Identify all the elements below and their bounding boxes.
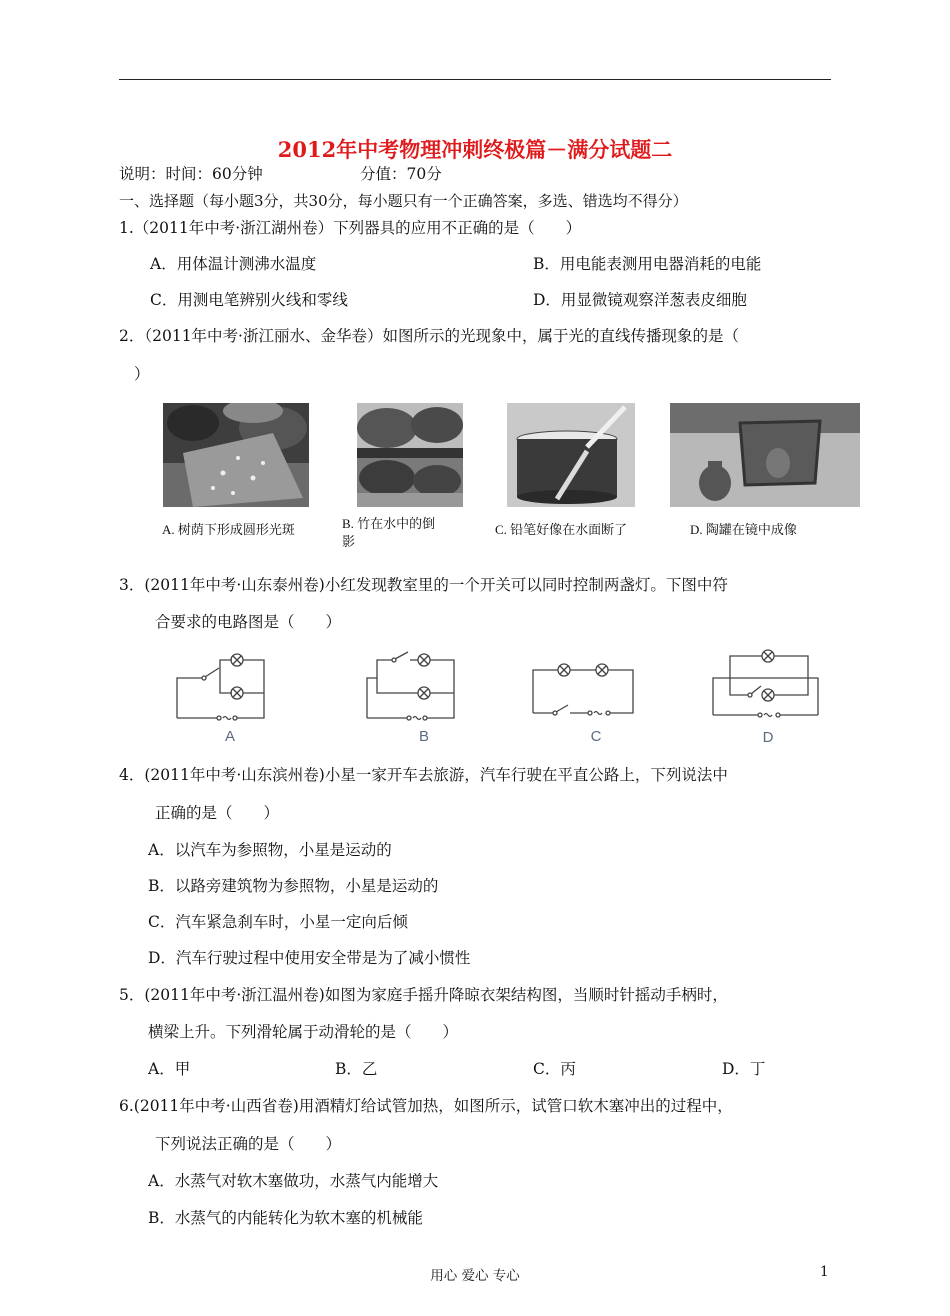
q2-caption-d: D. 陶罐在镜中成像: [690, 522, 797, 537]
q6-stem-line1: 6.(2011年中考·山西省卷)用酒精灯给试管加热，如图所示，试管口软木塞冲出的过程中，: [119, 1097, 733, 1115]
circuit-b-label: B: [418, 728, 430, 744]
circuit-d-label: D: [762, 729, 774, 746]
info-score: 分值：70分: [360, 165, 442, 183]
circuit-a-label: A: [224, 728, 236, 744]
q2-stem-line2: ）: [134, 365, 150, 383]
q1-option-b: B．用电能表测用电器消耗的电能: [533, 255, 762, 273]
q2-stem-line1: 2．（2011年中考·浙江丽水、金华卷）如图所示的光现象中，属于光的直线传播现象的是（: [119, 327, 739, 345]
q1-option-a: A．用体温计测沸水温度: [150, 255, 317, 273]
page-number: 1: [820, 1264, 829, 1280]
section-heading: 一、选择题（每小题3分，共30分，每小题只有一个正确答案，多选、错选均不得分）: [119, 192, 688, 210]
photo-tree-shade: [163, 403, 309, 507]
photo-pencil-water: [507, 403, 635, 507]
circuit-b: [362, 648, 482, 744]
q6-option-b: B．水蒸气的内能转化为软木塞的机械能: [148, 1209, 423, 1227]
circuit-a: [172, 648, 292, 744]
q6-stem-line2: 下列说法正确的是（ ）: [155, 1135, 342, 1153]
q4-option-c: C．汽车紧急刹车时，小星一定向后倾: [148, 913, 408, 931]
q5-stem-line1: 5．(2011年中考·浙江温州卷)如图为家庭手摇升降晾衣架结构图，当顺时针摇动手柄时，: [119, 986, 728, 1004]
q4-stem-line1: 4．(2011年中考·山东滨州卷)小星一家开车去旅游，汽车行驶在平直公路上，下列说法中: [119, 766, 728, 784]
photo-bamboo-reflection: [357, 403, 463, 507]
q3-stem-line1: 3．(2011年中考·山东泰州卷)小红发现教室里的一个开关可以同时控制两盏灯。下图中符: [119, 576, 728, 594]
q1-option-d: D．用显微镜观察洋葱表皮细胞: [533, 291, 747, 309]
page-title: 2012年中考物理冲刺终极篇－满分试题二: [277, 137, 673, 162]
photo-jar-mirror: [670, 403, 860, 507]
q4-option-d: D．汽车行驶过程中使用安全带是为了减小惯性: [148, 949, 471, 967]
q2-caption-a: A. 树荫下形成圆形光斑: [162, 522, 295, 537]
q5-option-c: C．丙: [533, 1060, 576, 1078]
circuit-c: [528, 648, 658, 744]
q1-option-c: C．用测电笔辨别火线和零线: [150, 291, 348, 309]
header-rule: [119, 79, 831, 80]
q4-option-a: A．以汽车为参照物，小星是运动的: [148, 841, 392, 859]
q2-caption-c: C. 铅笔好像在水面断了: [495, 522, 628, 537]
q2-caption-b-line1: B. 竹在水中的倒: [342, 516, 436, 531]
q5-option-d: D．丁: [722, 1060, 766, 1078]
q5-stem-line2: 横梁上升。下列滑轮属于动滑轮的是（ ）: [148, 1023, 459, 1041]
q5-option-b: B．乙: [335, 1060, 378, 1078]
q1-stem: 1.（2011年中考·浙江湖州卷）下列器具的应用不正确的是（ ）: [119, 219, 582, 237]
q6-option-a: A．水蒸气对软木塞做功，水蒸气内能增大: [148, 1172, 439, 1190]
q5-option-a: A．甲: [148, 1060, 191, 1078]
info-time: 说明：时间：60分钟: [119, 165, 263, 183]
q4-stem-line2: 正确的是（ ）: [155, 804, 280, 822]
q3-stem-line2: 合要求的电路图是（ ）: [155, 613, 342, 631]
page-footer: 用心 爱心 专心: [430, 1268, 520, 1284]
circuit-d: [708, 640, 828, 746]
q2-caption-b-line2: 影: [342, 534, 356, 549]
q4-option-b: B．以路旁建筑物为参照物，小星是运动的: [148, 877, 439, 895]
circuit-c-label: C: [590, 728, 602, 744]
